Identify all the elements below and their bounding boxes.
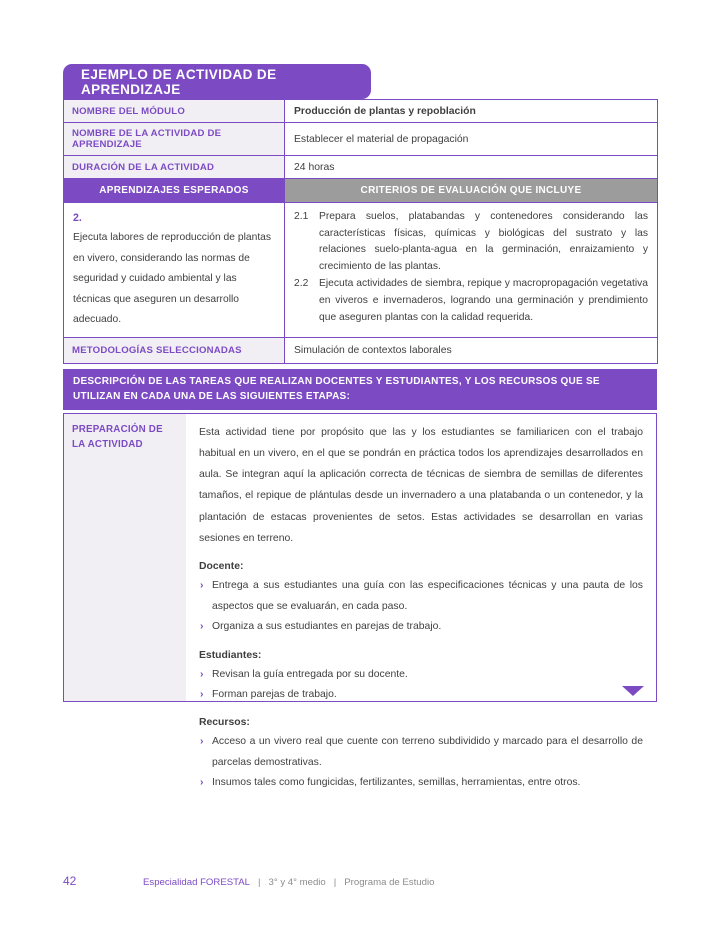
learning-outcome-cell [64, 203, 285, 338]
description-banner: DESCRIPCIÓN DE LAS TAREAS QUE REALIZAN DOCENTES Y ESTUDIANTES, Y LOS RECURSOS QUE SE UTILIZAN EN CADA UNA DE LAS SIGUIENTES ETAPAS: [63, 369, 657, 410]
list-item-text: Revisan la guía entregada por su docente. [212, 668, 408, 680]
activity-name-label: NOMBRE DE LA ACTIVIDAD DE APRENDIZAJE [64, 123, 285, 156]
preparation-section [63, 413, 657, 789]
module-name-value: Producción de plantas y repoblación [285, 100, 658, 123]
criterion-number: 2.2 [294, 278, 309, 290]
resources-heading: Recursos: [199, 717, 250, 729]
bullet-icon: › [200, 621, 204, 633]
preparation-content [186, 414, 656, 789]
bullet-icon: › [200, 580, 204, 592]
page-footer [63, 874, 657, 888]
section-tab-title: EJEMPLO DE ACTIVIDAD DE APRENDIZAJE [81, 66, 277, 97]
learning-outcome-text: Ejecuta labores de reproducción de plantas en vivero, considerando las normas de seguridad y cuidado ambiental y las técnicas que aseguren un desarrollo adecuado. [73, 232, 272, 325]
stage-label: PREPARACIÓN DE LA ACTIVIDAD [64, 414, 186, 701]
criterion-item [294, 276, 648, 326]
list-item [199, 576, 643, 617]
table-row [64, 156, 658, 179]
section-tab [63, 64, 371, 99]
continuation-arrow-icon [622, 686, 644, 696]
criterion-text: Prepara suelos, platabandas y contenedores considerando las características físicas, químicas y biológicas del sustrato y las relaciones suelo-planta-agua en la germinación, enraizamiento y crecimiento de las plantas. [319, 211, 648, 272]
table-row [64, 203, 658, 338]
page-number: 42 [63, 874, 77, 888]
table-row [64, 100, 658, 123]
footer-program: Programa de Estudio [344, 877, 435, 888]
learning-outcome-number: 2. [73, 212, 82, 224]
module-name-label: NOMBRE DEL MÓDULO [64, 100, 285, 123]
list-item [199, 773, 643, 793]
footer-grade: 3° y 4° medio [268, 877, 326, 888]
page-content [63, 64, 657, 789]
list-item-text: Organiza a sus estudiantes en parejas de trabajo. [212, 621, 442, 633]
footer-separator: | [258, 877, 261, 888]
footer-separator: | [333, 877, 337, 888]
table-row [64, 337, 658, 363]
students-heading: Estudiantes: [199, 649, 262, 661]
list-item [199, 685, 643, 705]
teacher-heading: Docente: [199, 561, 244, 573]
duration-label: DURACIÓN DE LA ACTIVIDAD [64, 156, 285, 179]
criterion-item [294, 209, 648, 275]
list-item-text: Entrega a sus estudiantes una guía con las especificaciones técnicas y una pauta de los aspectos que se evaluarán, en cada paso. [212, 580, 643, 612]
criterion-text: Ejecuta actividades de siembra, repique y macropropagación vegetativa en viveros e invernaderos, logrando una germinación y prendimiento que aseguren plantas con la calidad requerida. [319, 278, 648, 323]
footer-specialty: Especialidad FORESTAL [143, 877, 250, 888]
methodology-label: METODOLOGÍAS SELECCIONADAS [64, 337, 285, 363]
bullet-icon: › [200, 688, 204, 700]
activity-name-value: Establecer el material de propagación [285, 123, 658, 156]
list-item-text: Forman parejas de trabajo. [212, 688, 337, 700]
bullet-icon: › [200, 777, 204, 789]
bullet-icon: › [200, 668, 204, 680]
criterion-number: 2.1 [294, 211, 309, 222]
table-row [64, 123, 658, 156]
bullet-icon: › [200, 736, 204, 748]
table-header-row [64, 179, 658, 203]
list-item [199, 732, 643, 773]
list-item [199, 617, 643, 637]
learning-outcomes-header: APRENDIZAJES ESPERADOS [64, 179, 285, 203]
evaluation-criteria-cell [285, 203, 658, 338]
methodology-value: Simulación de contextos laborales [285, 337, 658, 363]
list-item-text: Acceso a un vivero real que cuente con terreno subdividido y marcado para el desarrollo de parcelas demostrativas. [212, 736, 643, 768]
list-item [199, 665, 643, 685]
list-item-text: Insumos tales como fungicidas, fertilizantes, semillas, herramientas, entre otros. [212, 777, 581, 789]
preparation-intro: Esta actividad tiene por propósito que las y los estudiantes se familiaricen con el trabajo habitual en un vivero, en el que se pondrán en práctica todos los aprendizajes desarrollados en aula. Se integran aquí la aplicación correcta de técnicas de siembra de semillas de diferentes tamaños, el repique de plántulas desde un invernadero a una platabanda o un contenedor, y la plantación de estacas provenientes de setos. Estas actividades se desarrollan en varias sesiones en terreno. [199, 426, 643, 544]
activity-info-table [63, 99, 658, 364]
evaluation-criteria-header: CRITERIOS DE EVALUACIÓN QUE INCLUYE [285, 179, 658, 203]
duration-value: 24 horas [285, 156, 658, 179]
